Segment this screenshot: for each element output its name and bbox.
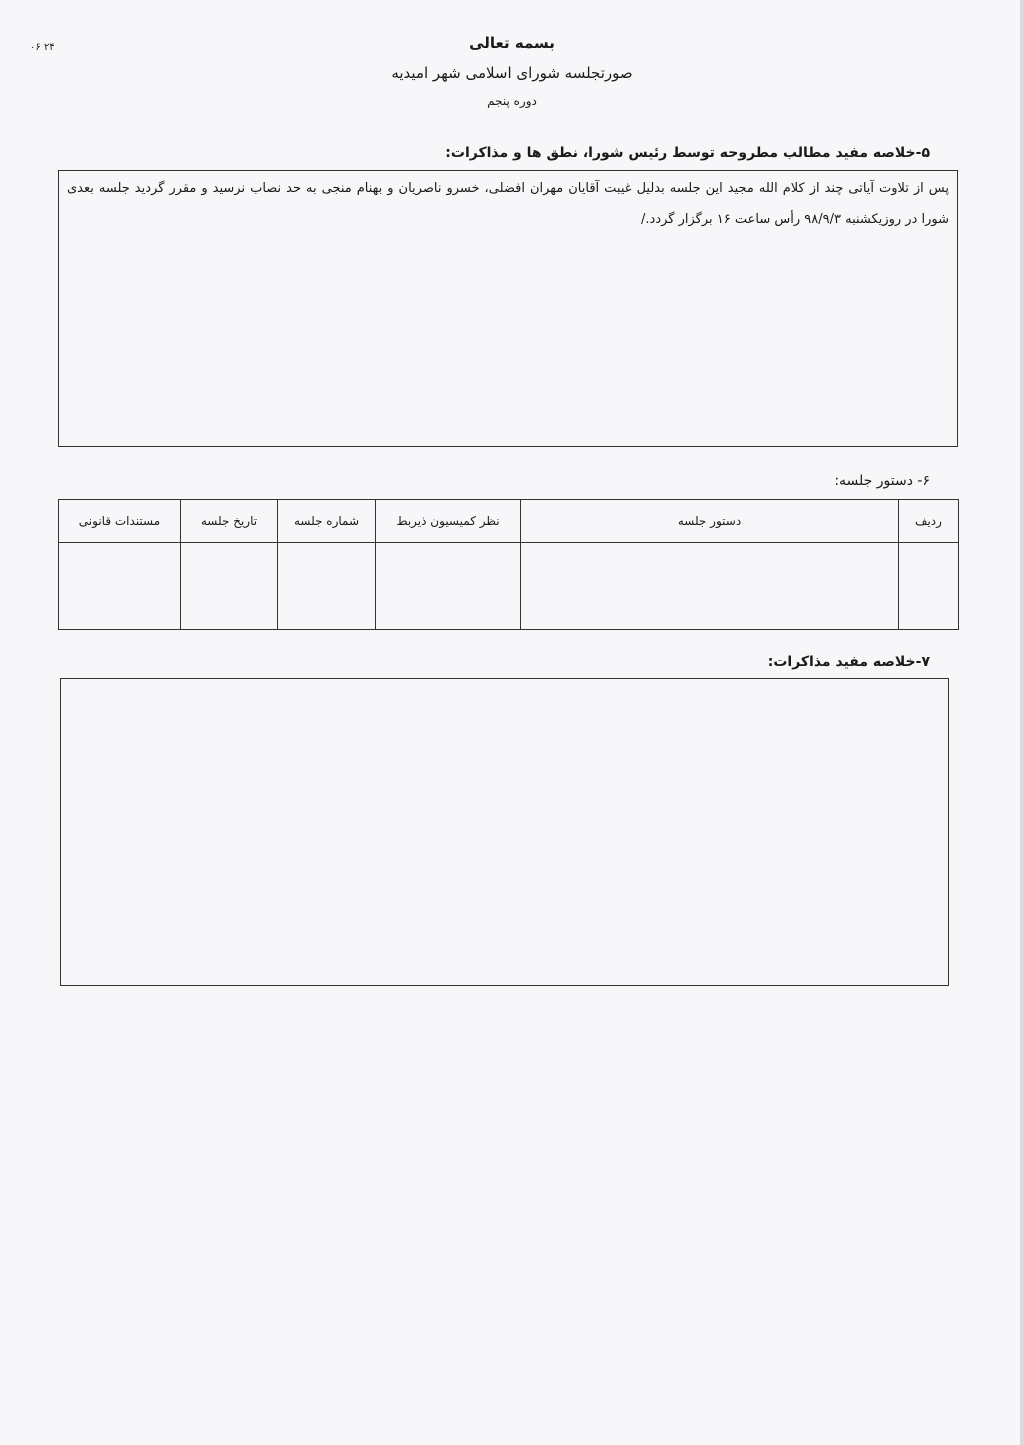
column-header-legal-documents: مستندات قانونی bbox=[59, 500, 181, 543]
agenda-table bbox=[58, 499, 959, 630]
column-header-commission-opinion: نظر کمیسیون ذیربط bbox=[376, 500, 521, 543]
column-header-agenda: دستور جلسه bbox=[521, 500, 899, 543]
column-header-row-number: ردیف bbox=[899, 500, 959, 543]
section-6-title: ۶- دستور جلسه: bbox=[834, 473, 930, 489]
table-cell-commission-opinion bbox=[376, 543, 521, 630]
column-header-session-number: شماره جلسه bbox=[278, 500, 376, 543]
table-cell-legal-documents bbox=[59, 543, 181, 630]
agenda-header-row bbox=[59, 500, 959, 543]
table-cell-session-date bbox=[181, 543, 278, 630]
section-7-title: ۷-خلاصه مفید مذاکرات: bbox=[767, 654, 930, 670]
section-7-box bbox=[60, 678, 949, 986]
section-5-text: پس از تلاوت آیاتی چند از کلام الله مجید این جلسه بدلیل غیبت آقایان مهران افضلی، خسرو ناصریان و بهنام منجی به حد نصاب نرسید و مقرر گردید جلسه بعدی شورا در روزیکشنبه ۹۸/۹/۳ رأس ساعت ۱۶ برگزار گردد./ bbox=[67, 181, 949, 227]
table-cell-row-number bbox=[899, 543, 959, 630]
table-cell-session-number bbox=[278, 543, 376, 630]
section-5-box bbox=[58, 170, 958, 447]
document-title: صورتجلسه شورای اسلامی شهر امیدیه bbox=[391, 64, 633, 82]
section-5-title: ۵-خلاصه مفید مطالب مطروحه توسط رئیس شورا، نطق ها و مذاکرات: bbox=[445, 145, 930, 161]
page-edge bbox=[1020, 0, 1024, 1445]
column-header-session-date: تاریخ جلسه bbox=[181, 500, 278, 543]
table-cell-agenda bbox=[521, 543, 899, 630]
corner-marks: ۲۴ ۰۶ bbox=[30, 42, 55, 53]
invocation-heading: بسمه تعالی bbox=[469, 34, 555, 52]
table-row bbox=[59, 543, 959, 630]
council-term: دوره پنجم bbox=[487, 94, 537, 108]
